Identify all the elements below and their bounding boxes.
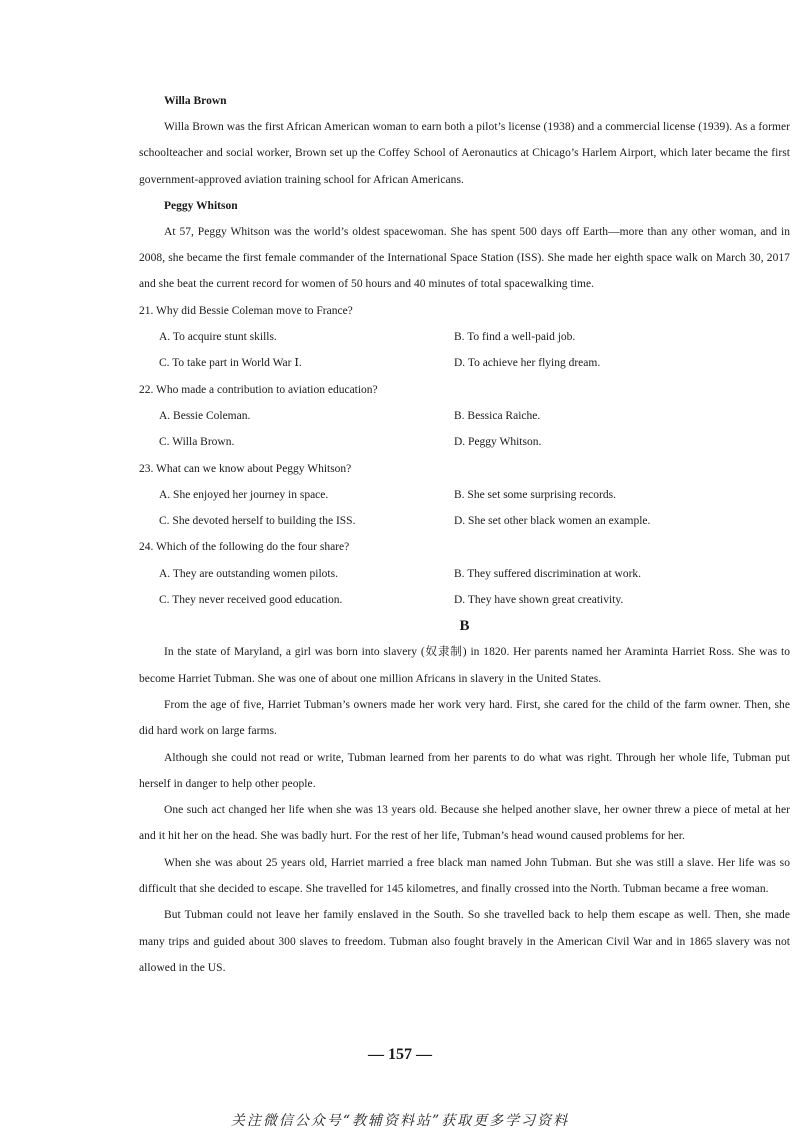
- question-stem: 22. Who made a contribution to aviation education?: [139, 383, 378, 396]
- answer-options: [139, 482, 790, 535]
- question-stem: 24. Which of the following do the four share?: [139, 541, 350, 554]
- option-a: A. She enjoyed her journey in space.: [159, 488, 329, 501]
- option-d: D. She set other black women an example.: [454, 515, 651, 528]
- option-b: B. They suffered discrimination at work.: [454, 567, 642, 580]
- question-stem: 21. Why did Bessie Coleman move to France?: [139, 304, 353, 317]
- paragraph-b-2: From the age of five, Harriet Tubman’s owners made her work very hard. First, she cared for the child of the farm owner. Then, she did hard work on large farms.: [139, 698, 790, 738]
- question-23: [139, 456, 790, 535]
- question-21: [139, 298, 790, 377]
- part-b-heading: B: [459, 618, 470, 635]
- paragraph-b-3: Although she could not read or write, Tubman learned from her parents to do what was right. Through her whole life, Tubman put herself in danger to help other people.: [139, 751, 790, 790]
- paragraph-willa-brown: Willa Brown was the first African American woman to earn both a pilot’s license (1938) and a commercial license (1939). As a former schoolteacher and social worker, Brown set up the Coffey School of Aeronautics at Chicago’s Harlem Airport, which later became the first government-approved aviation training school for African Americans.: [139, 121, 790, 186]
- question-stem: 23. What can we know about Peggy Whitson?: [139, 462, 352, 475]
- option-a: A. They are outstanding women pilots.: [159, 567, 338, 580]
- option-d: D. Peggy Whitson.: [454, 436, 542, 449]
- paragraph-b-6: But Tubman could not leave her family enslaved in the South. So she travelled back to help them escape as well. Then, she made many trips and guided about 300 slaves to freedom. Tubman also fought bravely in the American Civil War and in 1865 slavery was not allowed in the US.: [139, 909, 790, 974]
- answer-options: [139, 324, 790, 377]
- paragraph-b-1: In the state of Maryland, a girl was born into slavery (奴隶制) in 1820. Her parents named her Araminta Harriet Ross. She was to become Harriet Tubman. She was one of about one million Africans in slavery in the United States.: [139, 646, 790, 685]
- option-b: B. She set some surprising records.: [454, 488, 616, 501]
- option-c: C. They never received good education.: [159, 594, 343, 607]
- option-c: C. To take part in World War Ⅰ.: [159, 357, 302, 370]
- option-d: D. To achieve her flying dream.: [454, 357, 601, 370]
- option-a: A. Bessie Coleman.: [159, 409, 251, 422]
- option-b: B. To find a well-paid job.: [454, 331, 576, 344]
- question-24: [139, 534, 790, 613]
- option-d: D. They have shown great creativity.: [454, 594, 624, 607]
- paragraph-b-5: When she was about 25 years old, Harriet married a free black man named John Tubman. But she was still a slave. Her life was so difficult that she decided to escape. She travelled for 145 kilometres, and finally crossed into the North. Tubman became a free woman.: [139, 856, 790, 896]
- option-b: B. Bessica Raiche.: [454, 409, 541, 422]
- paragraph-b-4: One such act changed her life when she was 13 years old. Because she helped another slave, her owner threw a piece of metal at her and it hit her on the head. She was badly hurt. For the rest of her life, Tubman’s head wound caused problems for her.: [139, 804, 790, 843]
- option-c: C. Willa Brown.: [159, 436, 235, 449]
- page-content: [139, 88, 790, 981]
- footer-note: 关注微信公众号“教辅资料站”获取更多学习资料: [230, 1113, 570, 1129]
- option-a: A. To acquire stunt skills.: [159, 331, 277, 344]
- section-heading-willa-brown: Willa Brown: [164, 95, 227, 107]
- section-heading-peggy-whitson: Peggy Whitson: [164, 199, 238, 212]
- paragraph-peggy-whitson: At 57, Peggy Whitson was the world’s oldest spacewoman. She has spent 500 days off Earth—more than any other woman, and in 2008, she became the first female commander of the International Space Station (ISS). She made her eighth space walk on March 30, 2017 and she beat the current record for women of 50 hours and 40 minutes of total spacewalking time.: [139, 225, 790, 291]
- answer-options: [139, 561, 790, 614]
- answer-options: [139, 403, 790, 456]
- option-c: C. She devoted herself to building the ISS.: [159, 515, 356, 528]
- page-number: — 157 —: [368, 1046, 432, 1063]
- question-22: [139, 377, 790, 456]
